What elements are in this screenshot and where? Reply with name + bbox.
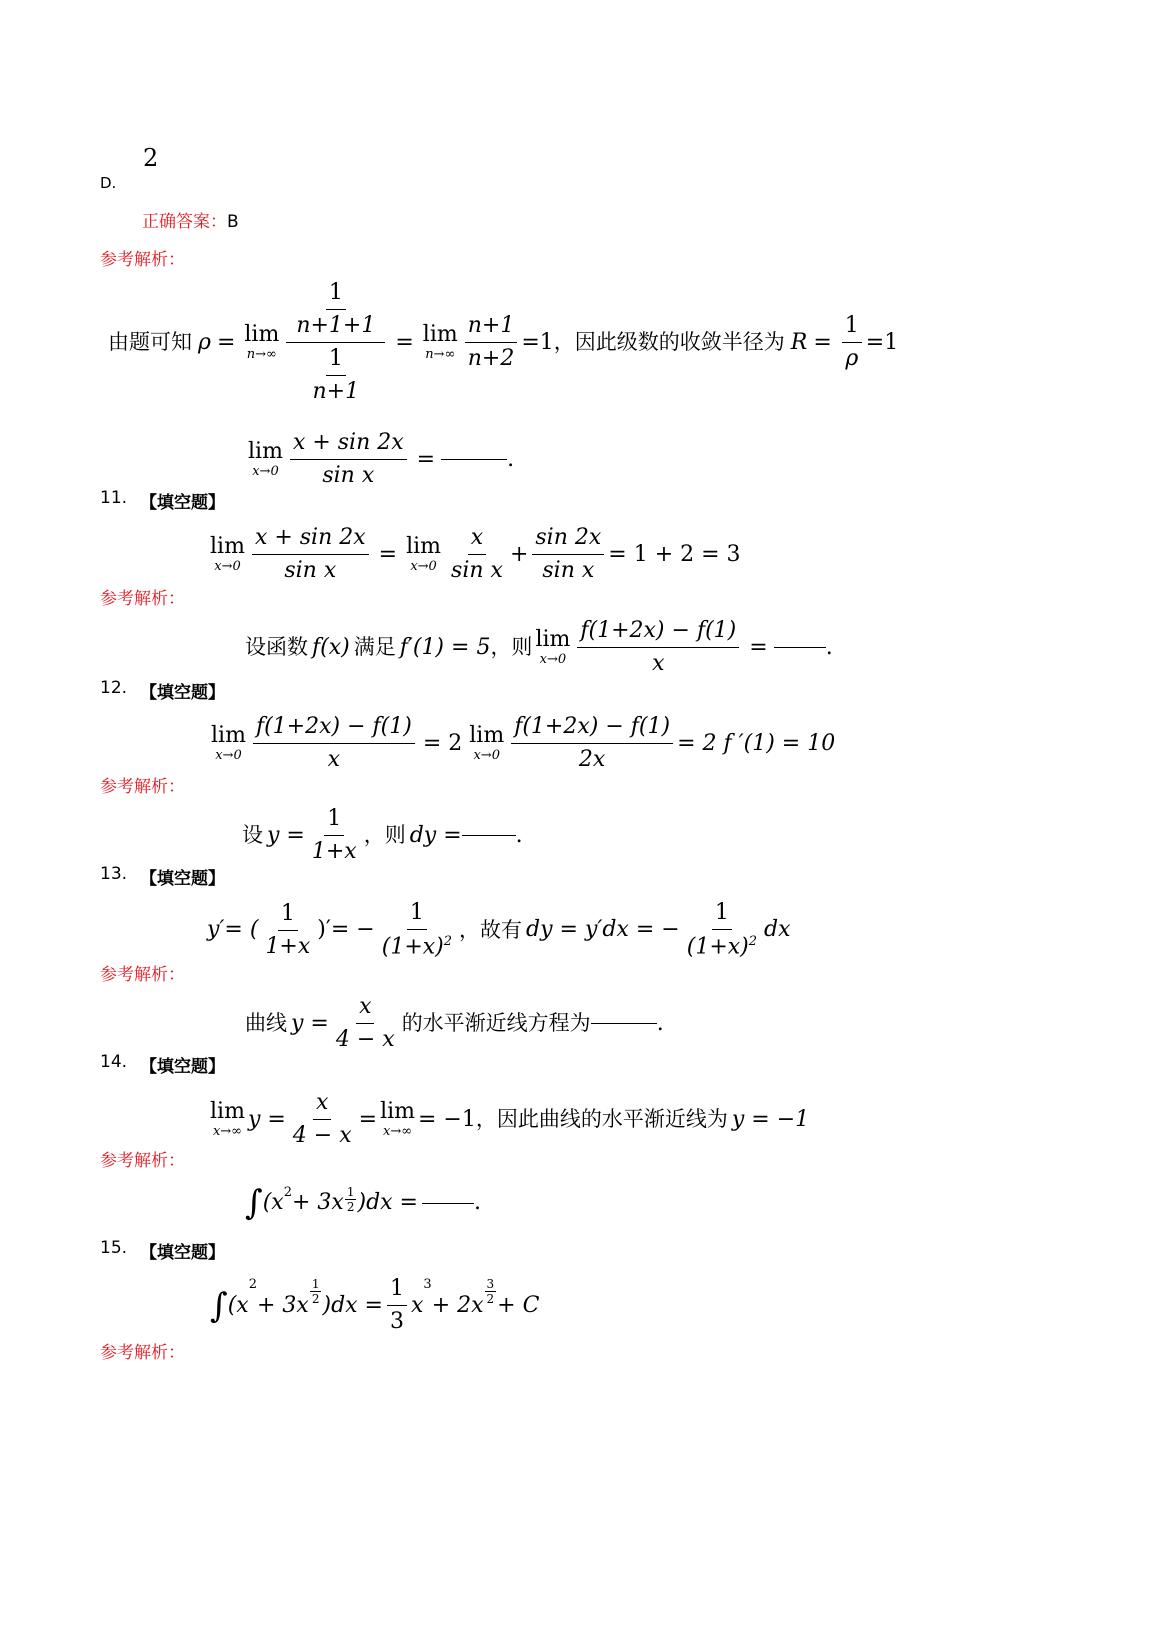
q14-stem-formula [245, 996, 664, 1051]
lim-text: lim [406, 534, 442, 559]
fraction [379, 902, 455, 958]
analysis-label-q13: 参考解析： [100, 965, 185, 985]
period: . [507, 446, 515, 472]
denominator [684, 930, 760, 958]
denominator: 3 [389, 1309, 404, 1334]
integral-sign: ∫ [210, 1285, 228, 1326]
integrand-part: + 3x [292, 1190, 344, 1215]
period: . [473, 1190, 481, 1215]
lim-text: lim [422, 322, 458, 347]
q11-type: 【填空题】 [140, 493, 225, 513]
limit-operator [535, 629, 570, 666]
exponent: 2 [443, 934, 453, 949]
lim-text: lim [469, 723, 505, 748]
equals-sign: = [358, 1106, 378, 1132]
q13-analysis-formula [207, 902, 791, 958]
q15-stem-formula [245, 1183, 481, 1223]
answer-blank[interactable] [774, 647, 826, 648]
equals-sign: = [378, 541, 398, 567]
plus-2x: + 2x [431, 1292, 484, 1318]
q11-denominator: sin x [322, 463, 375, 488]
derivative-close: )′= − [317, 917, 375, 943]
denominator: sin x [451, 558, 503, 583]
result: = −1 [418, 1106, 476, 1132]
answer-blank[interactable] [591, 1023, 657, 1024]
limit-operator [406, 536, 441, 573]
lim-subscript: n→∞ [425, 347, 456, 362]
limit-operator [423, 324, 458, 361]
correct-answer-value: B [227, 212, 239, 232]
lim-subscript: x→∞ [383, 1124, 413, 1139]
rho-symbol: ρ [198, 329, 211, 355]
q12-analysis-formula [208, 716, 835, 771]
numerator: x [313, 1092, 331, 1120]
q14-type: 【填空题】 [140, 1057, 225, 1077]
lim-subscript: x→∞ [212, 1124, 242, 1139]
q12-numerator: f(1+2x) − f(1) [577, 620, 739, 648]
exp-den: 2 [486, 1292, 495, 1306]
q14-fraction [333, 996, 398, 1051]
three-halves-exponent [485, 1278, 497, 1305]
denominator: sin x [542, 558, 595, 583]
equals-sign: = [395, 329, 414, 355]
limit-operator [380, 1101, 415, 1138]
correct-answer-label: 正确答案： [142, 212, 227, 232]
coefficient: = 2 [422, 730, 463, 756]
numerator: f(1+2x) − f(1) [253, 716, 415, 744]
q14-stem-suffix: 的水平渐近线方程为 [401, 1011, 591, 1035]
q10-analysis-formula [108, 282, 898, 403]
dy-expression: dy = y′dx = − [526, 917, 680, 943]
fraction [448, 527, 506, 582]
numerator: x [468, 527, 486, 555]
limit-operator [244, 324, 279, 361]
q14-stem-prefix: 曲线 [245, 1011, 287, 1035]
exponent: 2 [748, 934, 758, 949]
q11-stem-formula [245, 432, 514, 487]
q13-number: 13. [100, 864, 128, 884]
option-d-value: 2 [143, 144, 159, 172]
denominator: 4 − x [335, 1027, 395, 1052]
q12-stem-formula: 设函数 f(x) 满足 f′(1) = 5 ，则 lim x→0 $\frac{f(1+2x) - f(1)}{x}$ = . [245, 618, 833, 676]
lim-subscript: x→0 [252, 464, 279, 479]
lim-text: lim [210, 1099, 245, 1124]
radius-symbol: R [790, 329, 808, 355]
lim-text: lim [244, 322, 280, 347]
period: . [825, 634, 833, 660]
numerator: f(1+2x) − f(1) [511, 716, 673, 744]
q15-type: 【填空题】 [140, 1243, 225, 1263]
half-exponent [345, 1186, 357, 1213]
option-d-letter: D. [100, 174, 117, 192]
lim-subscript: x→0 [473, 748, 500, 763]
y-equals: y = [267, 822, 305, 848]
fraction [262, 900, 313, 959]
exp-den: 2 [346, 1200, 355, 1214]
q12-stem-then: ，则 [490, 635, 533, 659]
half-exponent [310, 1278, 322, 1305]
q13-fraction [309, 808, 360, 863]
fraction [511, 716, 673, 771]
exponent: 2 [248, 1277, 257, 1292]
compound-fraction [286, 282, 385, 403]
denominator: 1+x [311, 839, 357, 864]
q10-prefix: 由题可知 [108, 330, 192, 354]
fraction [252, 527, 369, 582]
condition: f′(1) = 5 [399, 634, 491, 660]
fraction [684, 902, 760, 958]
inner-top-numerator: 1 [326, 282, 346, 310]
exp-den: 2 [311, 1292, 320, 1306]
rho-denominator: ρ [845, 346, 859, 371]
limit-operator [210, 536, 245, 573]
result: = 1 + 2 = 3 [608, 541, 741, 567]
q13-stem-formula [242, 808, 523, 863]
den-base: (1+x) [381, 934, 444, 960]
numerator: 1 [712, 902, 732, 930]
lim-subscript: x→0 [539, 652, 567, 667]
q13-stem-prefix: 设 [242, 823, 263, 847]
q12-stem-mid: 满足 [353, 635, 396, 659]
limit-operator [211, 725, 246, 762]
numerator: 1 [387, 1278, 407, 1306]
inner-bottom-numerator: 1 [326, 348, 346, 376]
q11-analysis-formula [207, 527, 741, 582]
lim-text: lim [210, 534, 245, 559]
lim-subscript: x→0 [410, 559, 437, 574]
denominator: 2x [578, 747, 606, 772]
exp-num: 1 [346, 1185, 355, 1199]
q11-fraction [290, 432, 407, 487]
numerator: 1 [278, 903, 298, 931]
equals-sign: = [416, 446, 436, 472]
lim-text: lim [535, 627, 571, 652]
denominator: 1+x [265, 933, 311, 959]
inner-bottom-denominator: n+1 [312, 379, 360, 404]
period: . [515, 822, 523, 848]
integral-sign: ∫ [245, 1183, 263, 1223]
q14-analysis-formula [207, 1092, 809, 1147]
equals-sign: = [216, 329, 236, 355]
integrand-part: )dx = [357, 1190, 418, 1215]
denominator: 4 − x [292, 1123, 352, 1148]
y-equals: y = [247, 1106, 286, 1132]
answer-blank[interactable] [441, 459, 507, 460]
compound-numerator [286, 282, 385, 343]
x-cubed-base: x [410, 1292, 424, 1318]
analysis-label-q10: 参考解析： [100, 250, 185, 270]
inner-top-denominator: n+1+1 [296, 313, 376, 338]
q12-denominator: x [652, 651, 665, 676]
plus-sign: + [509, 541, 529, 567]
ratio-fraction [465, 315, 518, 370]
q13-type: 【填空题】 [140, 869, 225, 889]
correct-answer [142, 207, 239, 232]
exponent: 3 [423, 1277, 432, 1292]
integrand-part: + 3x [257, 1292, 309, 1318]
y-equals: y = [291, 1010, 329, 1036]
numerator: x [356, 996, 374, 1024]
fraction [532, 527, 604, 582]
dx: dx [764, 917, 791, 943]
result: = 2 f ′(1) = 10 [677, 730, 836, 756]
q12-stem-prefix: 设函数 [245, 635, 308, 659]
q14-number: 14. [100, 1052, 128, 1072]
lim-text: lim [248, 439, 283, 464]
limit-operator [469, 725, 504, 762]
one-numerator: 1 [842, 315, 862, 343]
denominator: sin x [284, 558, 337, 583]
equals-one: =1 [521, 329, 554, 355]
integrand-part: )dx = [322, 1292, 383, 1318]
exp-num: 1 [311, 1277, 320, 1291]
dy-equals: dy = [409, 822, 462, 848]
q11-number: 11. [100, 488, 128, 508]
q13-stem-then: ，则 [363, 823, 406, 847]
exp-num: 3 [486, 1277, 495, 1291]
analysis-label-q12: 参考解析： [100, 777, 185, 797]
numerator: sin 2x [532, 527, 604, 555]
q12-fraction [577, 620, 739, 675]
answer-blank[interactable] [462, 835, 516, 836]
analysis-label-q15: 参考解析： [100, 1343, 185, 1363]
period: . [656, 1010, 664, 1036]
den-base: (1+x) [686, 934, 749, 960]
q12-number: 12. [100, 678, 128, 698]
inner-fraction-top [293, 282, 378, 337]
q10-mid-text: ，因此级数的收敛半径为 [553, 330, 785, 354]
equals-sign: = [813, 329, 832, 355]
lim-subscript: x→0 [215, 748, 242, 763]
lim-text: lim [211, 723, 246, 748]
answer: y = −1 [731, 1106, 810, 1132]
numerator: x + sin 2x [252, 527, 369, 555]
q13-mid-text: ，故有 [459, 917, 523, 942]
q11-numerator: x + sin 2x [290, 432, 407, 460]
fraction [253, 716, 415, 771]
answer-blank[interactable] [422, 1203, 474, 1204]
analysis-label-q14: 参考解析： [100, 1151, 185, 1171]
limit-operator [210, 1101, 245, 1138]
exponent: 2 [283, 1185, 292, 1200]
inner-fraction-bottom [310, 348, 363, 403]
limit-operator [248, 441, 283, 478]
one-over-rho [842, 315, 862, 370]
compound-denominator [303, 343, 370, 403]
integrand-part: (x [227, 1292, 249, 1318]
lim-subscript: n→∞ [246, 347, 277, 362]
lim-text: lim [380, 1099, 415, 1124]
q14-mid-text: ，因此曲线的水平渐近线为 [475, 1107, 728, 1131]
q15-analysis-formula [210, 1278, 539, 1333]
integrand-part: (x [262, 1190, 284, 1215]
ratio-numerator: n+1 [465, 315, 518, 343]
q15-number: 15. [100, 1238, 128, 1258]
fraction [290, 1092, 355, 1147]
numerator: 1 [324, 808, 344, 836]
function-fx: f(x) [312, 634, 350, 660]
analysis-label-q11: 参考解析： [100, 589, 185, 609]
denominator [379, 930, 455, 958]
lim-subscript: x→0 [214, 559, 241, 574]
plus-c: + C [497, 1292, 540, 1318]
denominator: x [327, 747, 341, 772]
numerator: 1 [407, 902, 427, 930]
ratio-denominator: n+2 [467, 346, 515, 371]
y-prime: y′= ( [207, 917, 259, 943]
equals-one-end: =1 [865, 329, 899, 355]
q12-type: 【填空题】 [140, 683, 225, 703]
one-third [387, 1278, 407, 1333]
